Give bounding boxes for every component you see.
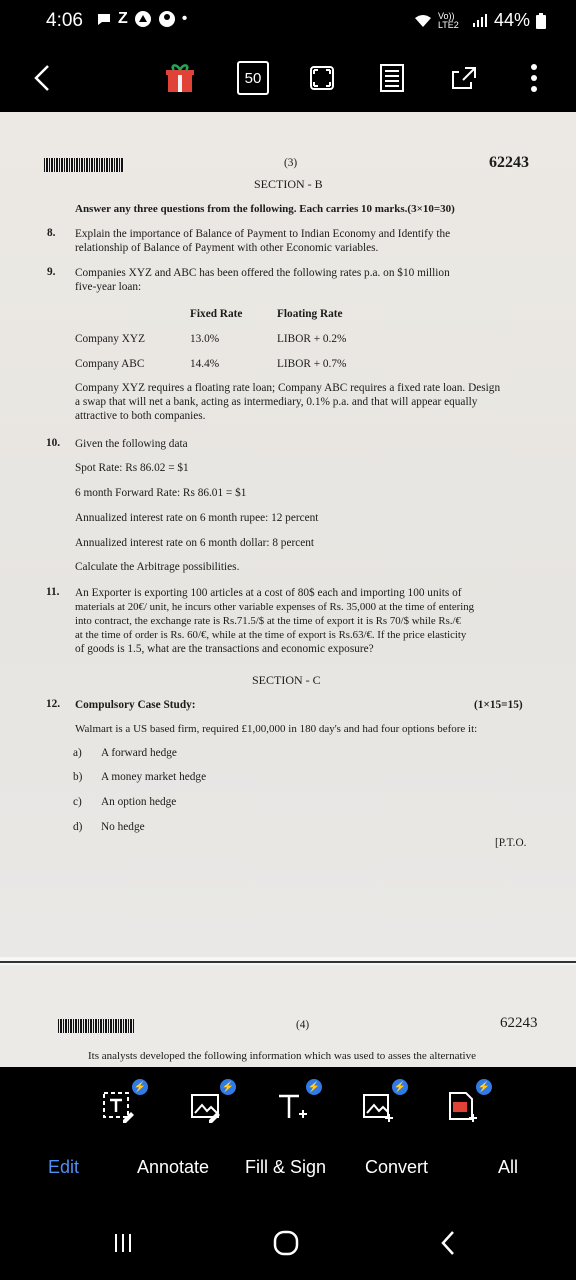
q9-line: five-year loan: bbox=[75, 281, 142, 293]
table-cell: Company XYZ bbox=[75, 333, 145, 345]
table-cell: 14.4% bbox=[190, 358, 220, 370]
status-time: 4:06 bbox=[46, 10, 83, 31]
page-counter: 50 bbox=[237, 61, 269, 95]
q9-line: Company XYZ requires a floating rate loan; Company ABC requires a fixed rate loan. Design bbox=[75, 382, 501, 394]
q11-number: 11. bbox=[46, 586, 60, 598]
table-cell: 13.0% bbox=[190, 333, 220, 345]
table-cell: LIBOR + 0.2% bbox=[277, 333, 347, 345]
table-cell: Company ABC bbox=[75, 358, 145, 370]
q10-number: 10. bbox=[46, 437, 61, 449]
add-pdf-tool[interactable] bbox=[440, 1081, 491, 1129]
chat-bubble-icon bbox=[96, 11, 112, 27]
add-text-tool[interactable] bbox=[270, 1081, 321, 1129]
q9-line: attractive to both companies. bbox=[75, 410, 206, 422]
back-chevron-icon bbox=[439, 1230, 457, 1256]
option-text: A forward hedge bbox=[101, 747, 177, 759]
paper-code: 62243 bbox=[489, 154, 529, 171]
q10-line: Annualized interest rate on 6 month rupee: 12 percent bbox=[75, 512, 319, 524]
recents-button[interactable] bbox=[93, 1213, 153, 1273]
gift-icon bbox=[166, 63, 194, 93]
status-right bbox=[414, 10, 546, 31]
top-toolbar bbox=[0, 44, 576, 112]
add-text-icon bbox=[275, 1090, 309, 1124]
wifi-icon bbox=[414, 14, 432, 28]
edit-image-icon bbox=[189, 1090, 223, 1124]
instruction-text: Answer any three questions from the following. Each carries 10 marks.(3×10=30) bbox=[75, 203, 455, 215]
q11-line: into contract, the exchange rate is Rs.71.5/$ at the time of export it is Rs 70/$ while Rs./€ bbox=[75, 615, 461, 627]
q12-marks: (1×15=15) bbox=[474, 699, 523, 711]
document-page-4 bbox=[0, 965, 576, 1067]
ai-badge: ⚡ bbox=[476, 1079, 492, 1095]
network-label: Vo)) LTE2 bbox=[437, 10, 459, 30]
share-icon bbox=[449, 64, 479, 92]
bottom-panel bbox=[0, 1067, 576, 1280]
tool-row bbox=[0, 1075, 576, 1135]
add-image-icon bbox=[361, 1090, 395, 1124]
drive-icon bbox=[134, 10, 152, 28]
q12-line: Walmart is a US based firm, required £1,00,000 in 180 day's and had four options before it: bbox=[75, 723, 478, 735]
q11-line: materials at 20€/ unit, he incurs other variable expenses of Rs. 35,000 at the time of entering bbox=[75, 601, 475, 613]
dot-indicator: • bbox=[181, 10, 188, 27]
battery-percent: 44% bbox=[493, 10, 530, 30]
option-text: No hedge bbox=[101, 821, 145, 833]
home-icon bbox=[272, 1229, 300, 1257]
more-options-button[interactable] bbox=[514, 58, 554, 98]
reading-mode-button[interactable] bbox=[372, 58, 412, 98]
signal-icon bbox=[472, 14, 488, 28]
table-cell: LIBOR + 0.7% bbox=[277, 358, 347, 370]
recents-icon bbox=[112, 1232, 134, 1254]
bottom-tabs bbox=[0, 1157, 576, 1187]
q10-line: Spot Rate: Rs 86.02 = $1 bbox=[75, 462, 189, 474]
q10-line: 6 month Forward Rate: Rs 86.01 = $1 bbox=[75, 487, 247, 499]
page-counter-button[interactable] bbox=[233, 58, 273, 98]
table-header-floating: Floating Rate bbox=[277, 308, 343, 320]
system-nav-bar bbox=[0, 1213, 576, 1273]
barcode-graphic bbox=[44, 158, 124, 172]
tab-annotate[interactable]: Annotate bbox=[137, 1157, 210, 1177]
system-back-button[interactable] bbox=[418, 1213, 478, 1273]
q11-line: An Exporter is exporting 100 articles at a cost of 80$ each and importing 100 units of bbox=[75, 587, 462, 599]
q8-line: relationship of Balance of Payment with other Economic variables. bbox=[75, 242, 379, 254]
barcode-graphic bbox=[58, 1019, 134, 1033]
add-pdf-icon bbox=[445, 1090, 479, 1124]
back-arrow-icon bbox=[30, 64, 54, 92]
option-label: a) bbox=[73, 747, 82, 759]
reading-mode-icon bbox=[378, 63, 406, 93]
ai-badge: ⚡ bbox=[392, 1079, 408, 1095]
ai-badge: ⚡ bbox=[220, 1079, 236, 1095]
pto-note: [P.T.O. bbox=[495, 837, 527, 849]
page-separator bbox=[0, 957, 576, 965]
battery-icon bbox=[536, 13, 546, 29]
notification-icons bbox=[96, 10, 187, 28]
more-vert-icon bbox=[530, 63, 538, 93]
z-icon: Z bbox=[118, 10, 128, 27]
tab-fill-sign[interactable]: Fill & Sign bbox=[245, 1157, 327, 1177]
face-icon bbox=[158, 10, 176, 28]
page2-line: Its analysts developed the following information which was used to asses the alternative bbox=[88, 1050, 476, 1062]
q11-line: of goods is 1.5, what are the transactions and economic exposure? bbox=[75, 643, 374, 655]
section-b-heading: SECTION - B bbox=[254, 177, 323, 191]
back-button[interactable] bbox=[22, 58, 62, 98]
ai-badge: ⚡ bbox=[132, 1079, 148, 1095]
q9-line: Companies XYZ and ABC has been offered the following rates p.a. on $10 million bbox=[75, 267, 450, 279]
ai-badge: ⚡ bbox=[306, 1079, 322, 1095]
status-bar bbox=[0, 0, 576, 44]
q10-line: Annualized interest rate on 6 month dollar: 8 percent bbox=[75, 537, 315, 549]
q8-number: 8. bbox=[47, 227, 56, 239]
q10-line: Calculate the Arbitrage possibilities. bbox=[75, 561, 240, 573]
tab-convert[interactable]: Convert bbox=[365, 1157, 429, 1177]
share-button[interactable] bbox=[444, 58, 484, 98]
tab-all[interactable]: All bbox=[498, 1157, 519, 1177]
fullscreen-icon bbox=[308, 64, 336, 92]
section-c-heading: SECTION - C bbox=[252, 673, 321, 687]
add-image-tool[interactable] bbox=[356, 1081, 407, 1129]
edit-text-tool[interactable] bbox=[96, 1081, 147, 1129]
gift-button[interactable] bbox=[160, 58, 200, 98]
paper-code: 62243 bbox=[500, 1015, 538, 1031]
option-text: A money market hedge bbox=[101, 771, 207, 783]
q9-line: a swap that will net a bank, acting as intermediary, 0.1% p.a. and that will appear equally bbox=[75, 396, 478, 408]
q11-line: at the time of order is Rs. 60/€, while at the time of export is Rs.63/€. If the price elasticity bbox=[75, 629, 467, 641]
page-number: (4) bbox=[296, 1019, 310, 1031]
q8-line: Explain the importance of Balance of Payment to Indian Economy and Identify the bbox=[75, 228, 451, 240]
table-header-fixed: Fixed Rate bbox=[190, 308, 243, 320]
page-number: (3) bbox=[284, 157, 298, 169]
home-button[interactable] bbox=[256, 1213, 316, 1273]
option-label: b) bbox=[73, 771, 83, 783]
q12-title: Compulsory Case Study: bbox=[75, 699, 196, 711]
q10-line: Given the following data bbox=[75, 438, 188, 450]
tab-edit[interactable]: Edit bbox=[48, 1157, 80, 1177]
q9-number: 9. bbox=[47, 266, 56, 278]
option-label: d) bbox=[73, 821, 83, 833]
option-text: An option hedge bbox=[101, 796, 177, 808]
edit-text-icon bbox=[101, 1090, 135, 1124]
q12-number: 12. bbox=[46, 698, 61, 710]
fullscreen-button[interactable] bbox=[302, 58, 342, 98]
document-page-3 bbox=[0, 112, 576, 957]
edit-image-tool[interactable] bbox=[184, 1081, 235, 1129]
option-label: c) bbox=[73, 796, 82, 808]
